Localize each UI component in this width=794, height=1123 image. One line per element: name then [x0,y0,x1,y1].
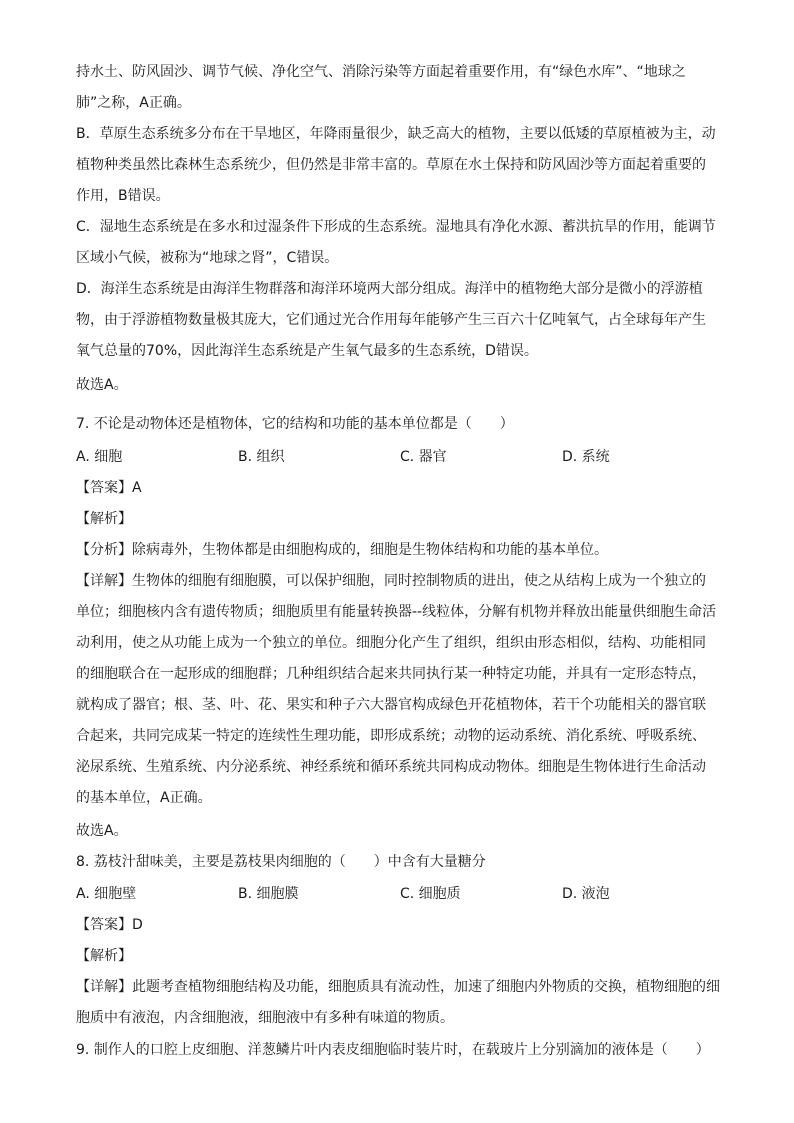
q8-option-c: C. 细胞质 [400,886,461,902]
text-line: 【分析】除病毒外，生物体都是由细胞构成的，细胞是生物体结构和功能的基本单位。 [76,542,608,558]
text-line: 【详解】生物体的细胞有细胞膜，可以保护细胞，同时控制物质的进出，使之从结构上成为一个独立的 [76,573,706,589]
text-line: 动利用，使之从功能上成为一个独立的单位。细胞分化产生了组织，组织由形态相似，结构、功能相同 [76,635,706,651]
analysis-label: 【解析】 [76,511,132,527]
text-line: C．湿地生态系统是在多水和过湿条件下形成的生态系统。湿地具有净化水源、蓄洪抗旱的作用，能调节 [76,219,716,235]
text-line: 肺”之称，A正确。 [76,95,191,111]
answer-label: 【答案】A [76,480,142,496]
q7-option-a: A. 细胞 [76,449,123,465]
text-line: 故选A。 [76,823,128,839]
text-line: 合起来，共同完成某一特定的连续性生理功能，即形成系统；动物的运动系统、消化系统、呼吸系统、 [76,728,706,744]
text-line: 单位；细胞核内含有遗传物质；细胞质里有能量转换器--线粒体，分解有机物并释放出能量供细胞生命活 [76,604,717,620]
question-7: 7. 不论是动物体还是植物体，它的结构和功能的基本单位都是（ ） [76,416,514,432]
text-line: 故选A。 [76,377,128,393]
q8-option-b: B. 细胞膜 [238,886,299,902]
question-8: 8. 荔枝汁甜味美，主要是荔枝果肉细胞的（ ）中含有大量糖分 [76,854,486,870]
q7-option-d: D. 系统 [562,449,610,465]
text-line: 胞质中有液泡，内含细胞液，细胞液中有多种有味道的物质。 [76,1010,454,1026]
q7-option-c: C. 器官 [400,449,447,465]
q7-option-b: B. 组织 [238,449,285,465]
text-line: D．海洋生态系统是由海洋生物群落和海洋环境两大部分组成。海洋中的植物绝大部分是微小的浮游植 [76,281,703,297]
text-line: 氧气总量的70%，因此海洋生态系统是产生氧气最多的生态系统，D错误。 [76,343,538,359]
text-line: 区域小气候，被称为“地球之肾”，C错误。 [76,250,339,266]
text-line: 就构成了器官；根、茎、叶、花、果实和种子六大器官构成绿色开花植物体，若干个功能相关的器官联 [76,697,706,713]
q8-option-a: A. 细胞壁 [76,886,137,902]
analysis-label: 【解析】 [76,948,132,964]
text-line: 泌尿系统、生殖系统、内分泌系统、神经系统和循环系统共同构成动物体。细胞是生物体进行生命活动 [76,759,706,775]
answer-label: 【答案】D [76,917,143,933]
text-line: B．草原生态系统多分布在干旱地区，年降雨量很少，缺乏高大的植物，主要以低矮的草原植被为主，动 [76,126,716,142]
text-line: 作用，B错误。 [76,188,170,204]
q8-option-d: D. 液泡 [562,886,610,902]
text-line: 【详解】此题考查植物细胞结构及功能，细胞质具有流动性，加速了细胞内外物质的交换，植物细胞的细 [76,979,720,995]
text-line: 持水土、防风固沙、调节气候、净化空气、消除污染等方面起着重要作用，有“绿色水库”、“地球之 [76,64,686,80]
text-line: 的细胞联合在一起形成的细胞群；几种组织结合起来共同执行某一种特定功能，并具有一定形态特点， [76,666,706,682]
text-line: 植物种类虽然比森林生态系统少，但仍然是非常丰富的。草原在水土保持和防风固沙等方面起着重要的 [76,157,706,173]
text-line: 的基本单位，A正确。 [76,790,212,806]
text-line: 物，由于浮游植物数量极其庞大，它们通过光合作用每年能够产生三百六十亿吨氧气，占全球每年产生 [76,312,706,328]
question-9: 9. 制作人的口腔上皮细胞、洋葱鳞片叶内表皮细胞临时装片时，在载玻片上分别滴加的液体是（ ） [76,1042,710,1058]
